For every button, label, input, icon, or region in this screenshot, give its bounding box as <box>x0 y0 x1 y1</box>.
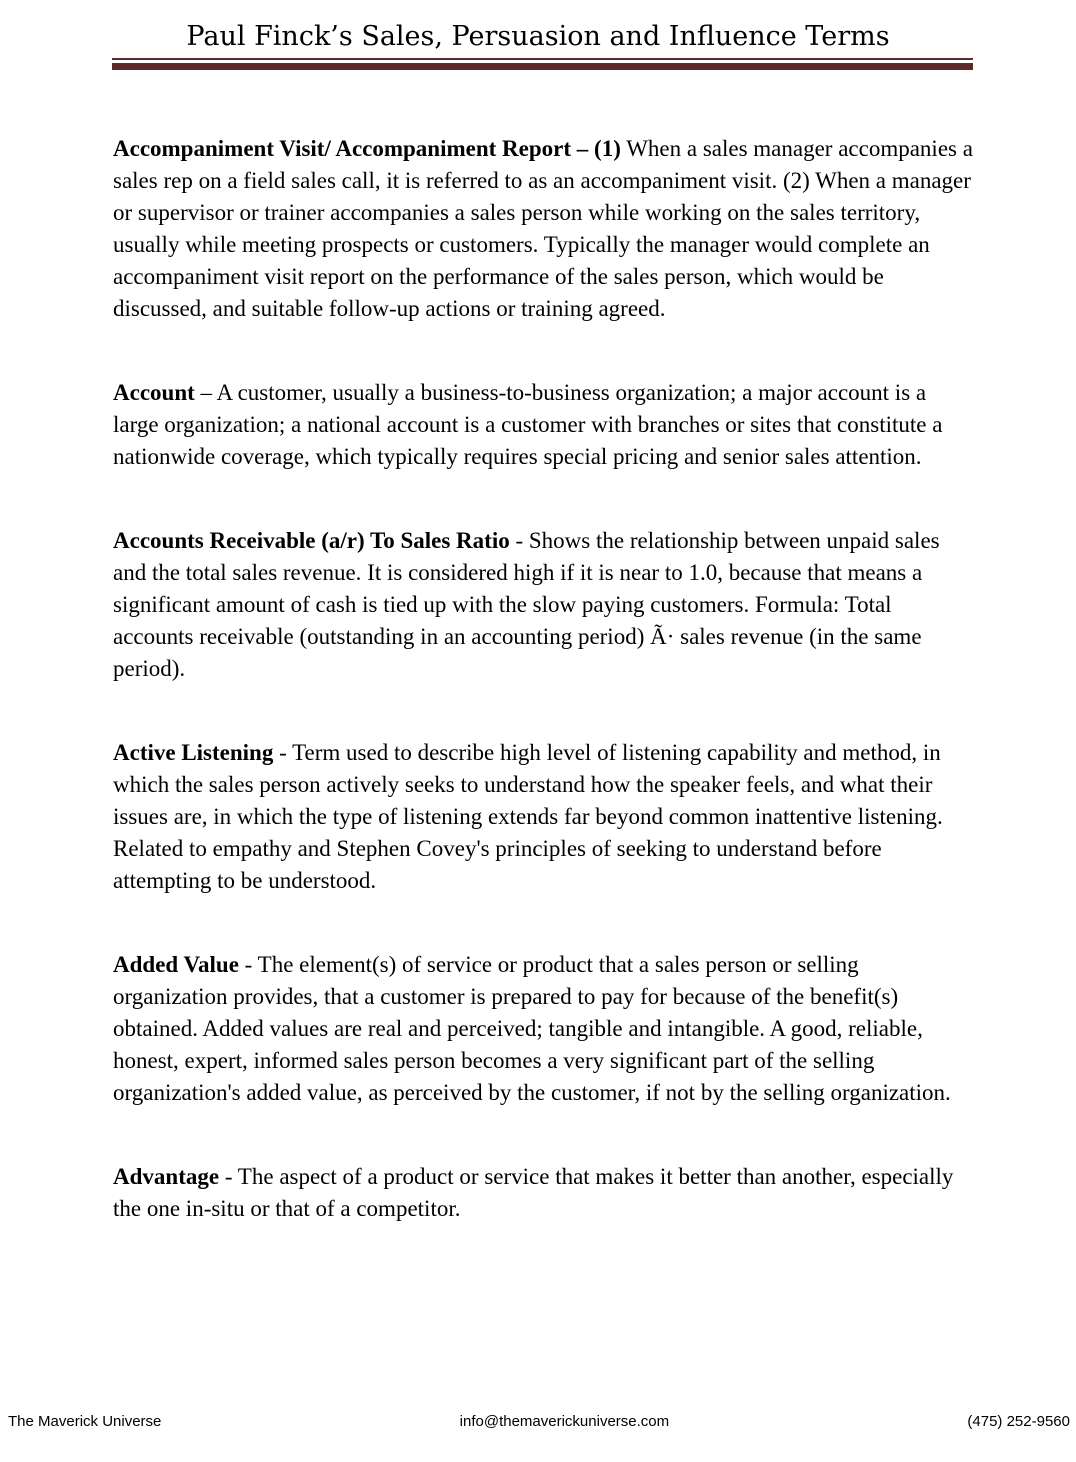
glossary-term: Added Value <box>113 952 239 977</box>
page-title: Paul Finck’s Sales, Persuasion and Influence Terms <box>186 21 890 52</box>
footer-email: info@themaverickuniverse.com <box>459 1413 670 1430</box>
glossary-definition: - Shows the relationship between unpaid sales and the total sales revenue. It is considered high if it is near to 1.0, because that means a significant amount of cash is tied up with the slow paying customers. Formula: Total accounts receivable (outstanding in an accounting period) Ã· sales revenue (in the same period). <box>113 528 940 681</box>
footer-phone: (475) 252-9560 <box>967 1413 1070 1430</box>
glossary-term: Accompaniment Visit/ Accompaniment Report – (1) <box>113 136 621 161</box>
glossary-term: Accounts Receivable (a/r) To Sales Ratio <box>113 528 510 553</box>
page-footer <box>0 1412 1076 1432</box>
glossary-entry <box>113 525 973 685</box>
glossary-definition: When a sales manager accompanies a sales rep on a field sales call, it is referred to as an accompaniment visit. (2) When a manager or supervisor or trainer accompanies a sales person while working on the sales territory, usually while meeting prospects or customers. Typically the manager would complete an accompaniment visit report on the performance of the sales person, which would be discussed, and suitable follow-up actions or training agreed. <box>113 136 973 321</box>
glossary-entry <box>113 949 973 1109</box>
glossary-term: Advantage <box>113 1164 220 1189</box>
glossary-content <box>113 133 973 1277</box>
title-divider-rule <box>112 58 973 70</box>
glossary-entry <box>113 377 973 473</box>
footer-company-name: The Maverick Universe <box>8 1413 162 1430</box>
glossary-definition: - The element(s) of service or product that a sales person or selling organization provides, that a customer is prepared to pay for because of the benefit(s) obtained. Added values are real and perceived; tangible and intangible. A good, reliable, honest, expert, informed sales person becomes a very significant part of the selling organization's added value, as perceived by the customer, if not by the selling organization. <box>113 952 951 1105</box>
glossary-definition: - Term used to describe high level of listening capability and method, in which the sales person actively seeks to understand how the speaker feels, and what their issues are, in which the type of listening extends far beyond common inattentive listening. Related to empathy and Stephen Covey's principles of seeking to understand before attempting to be understood. <box>113 740 943 893</box>
glossary-entry <box>113 1161 973 1225</box>
glossary-term: Account <box>113 380 195 405</box>
glossary-definition: – A customer, usually a business-to-business organization; a major account is a large organization; a national account is a customer with branches or sites that constitute a nationwide coverage, which typically requires special pricing and senior sales attention. <box>113 380 943 469</box>
glossary-entry <box>113 133 973 325</box>
glossary-entry <box>113 737 973 897</box>
glossary-definition: - The aspect of a product or service that makes it better than another, especially the one in-situ or that of a competitor. <box>113 1164 954 1221</box>
glossary-term: Active Listening <box>113 740 274 765</box>
